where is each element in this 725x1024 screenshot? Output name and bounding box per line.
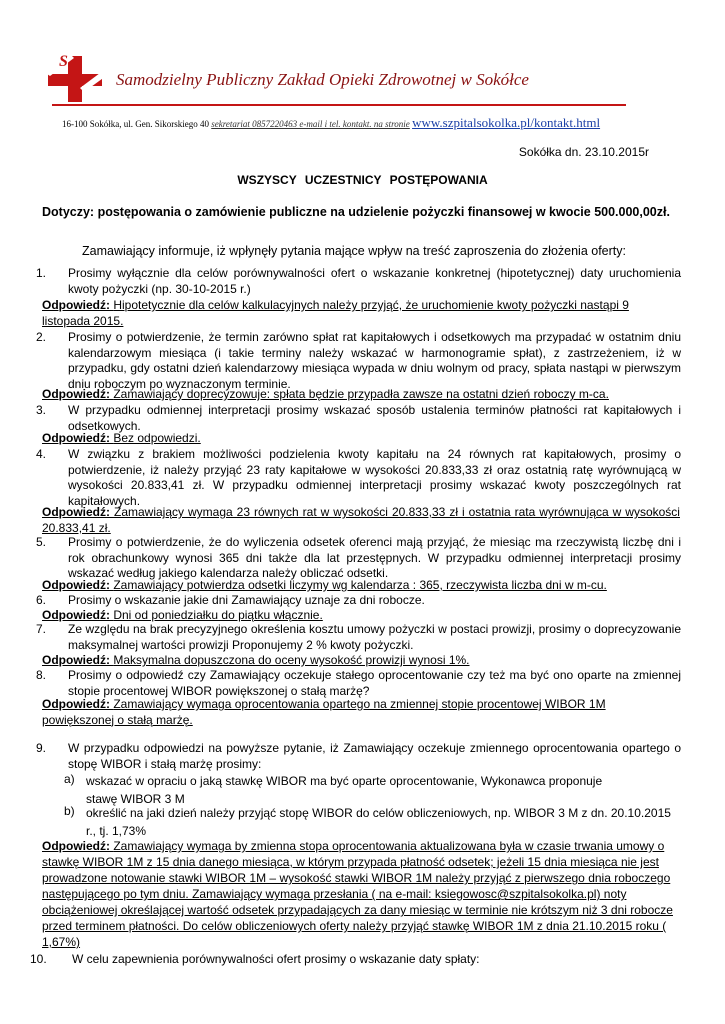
answer-label: Odpowiedź: [42, 608, 110, 622]
sub-item-b [64, 804, 684, 840]
question-text: Ze względu na brak precyzyjnego określenia kosztu umowy pożyczki w postaci prowizji, prosimy o doprecyzowanie maksymalnej wartości prowizji Proponujemy 2 % kwoty pożyczki. [68, 622, 681, 652]
answer-label: Odpowiedź: [42, 505, 110, 519]
answer-text: Maksymalna dopuszczona do oceny wysokość prowizji wynosi 1%. [113, 653, 470, 667]
question-10 [30, 952, 681, 968]
contact-line [62, 115, 600, 131]
answer-label: Odpowiedź: [42, 431, 110, 445]
answer-text: Zamawiający potwierdza odsetki liczymy wg kalendarza : 365, rzeczywista liczba dni w m-cu. [113, 578, 607, 592]
sub-item-label: b) [64, 804, 75, 818]
sub-item-text: określić na jaki dzień należy przyjąć stopę WIBOR do celów obliczeniowych, np. WIBOR 3 M z dn. 20.10.2015 r., tj. 1,73% [86, 806, 671, 838]
answer-4 [42, 505, 680, 536]
answer-label: Odpowiedź: [42, 578, 110, 592]
contact-note: sekretariat 0857220463 e-mail i tel. kontakt. na stronie [211, 119, 410, 129]
question-number: 2. [36, 330, 47, 344]
question-number: 7. [36, 622, 47, 636]
question-text: W związku z brakiem możliwości podzielenia kwoty kapitału na 24 równych rat kapitałowych, prosimy o potwierdzenie, iż należy przyjąć 23 raty kapitałowe w wysokości 20.833,33 zł oraz ostatnią ratę wyrównującą w wysokości 20.833,41 zł. W przypadku odmiennej interpretacji prosimy wskazać kwoty poszczególnych rat kapitałowych. [68, 447, 681, 508]
sub-item-a [64, 772, 624, 808]
question-text: W przypadku odpowiedzi na powyższe pytanie, iż Zamawiający oczekuje zmiennego oprocentowania opartego o stopę WIBOR i stałą marżę prosimy: [68, 741, 681, 771]
institution-name: Samodzielny Publiczny Zakład Opieki Zdrowotnej w Sokółce [116, 70, 529, 89]
answer-text: Hipotetycznie dla celów kalkulacyjnych należy przyjąć, że uruchomienie kwoty pożyczki nastąpi 9 listopada 2015. [42, 298, 629, 328]
question-text: W przypadku odmiennej interpretacji prosimy wskazać sposób ustalenia terminów płatności rat kapitałowych i odsetkowych. [68, 403, 681, 433]
question-1 [36, 266, 681, 297]
hospital-logo [40, 44, 110, 104]
question-5 [36, 535, 681, 582]
question-9 [36, 741, 681, 772]
header-divider [52, 104, 626, 106]
address: 16-100 Sokółka, ul. Gen. Sikorskiego 40 [62, 119, 209, 129]
question-2 [36, 330, 681, 392]
website-link[interactable]: www.szpitalsokolka.pl/kontakt.html [412, 115, 601, 130]
answer-9 [42, 838, 680, 950]
question-text: Prosimy o odpowiedź czy Zamawiający oczekuje stałego oprocentowanie czy też ma być ono oparte na zmiennej stopie procentowej WIBOR powiększonej o stałą marżę? [68, 668, 681, 698]
question-number: 5. [36, 535, 47, 549]
question-4 [36, 447, 681, 509]
question-number: 6. [36, 593, 47, 607]
answer-label: Odpowiedź: [42, 298, 110, 312]
answer-text: Zamawiający doprecyzowuje: spłata będzie przypadła zawsze na ostatni dzień roboczy m-ca. [113, 387, 609, 401]
question-text: Prosimy o potwierdzenie, że termin zarówno spłat rat kapitałowych i odsetkowych ma przypadać w ostatnim dniu kalendarzowym miesiąca (i takie terminy należy wskazać w harmonogramie spłat), z zastrzeżeniem, iż w przypadku, gdy ostatni dzień kalendarzowy miesiąca wypada w dniu wolnym od pracy, spłata nastąpi w pierwszym dniu roboczym po wyznaczonym terminie. [68, 330, 681, 391]
sub-item-text: wskazać w opraciu o jaką stawkę WIBOR ma być oparte oprocentowanie, Wykonawca proponuje stawę WIBOR 3 M [86, 774, 603, 806]
intro-text: Zamawiający informuje, iż wpłynęły pytania mające wpływ na treść zaproszenia do złożenia oferty: [82, 244, 626, 258]
question-number: 8. [36, 668, 47, 682]
document-heading: WSZYSCY UCZESTNICY POSTĘPOWANIA [237, 173, 488, 187]
answer-label: Odpowiedź: [42, 697, 110, 711]
answer-text: Dni od poniedziałku do piątku włącznie. [113, 608, 323, 622]
answer-text: Bez odpowiedzi. [113, 431, 201, 445]
question-number: 3. [36, 403, 47, 417]
answer-5 [42, 578, 680, 594]
question-text: Prosimy o potwierdzenie, że do wyliczenia odsetek oferenci mają przyjąć, że miesiąc ma rzeczywistą liczbę dni i rok obrachunkowy wynosi 365 dni także dla lat przestępnych. W przypadku odmiennej interpretacji prosimy wskazać według jakiego kalendarza należy obliczać odsetki. [68, 535, 681, 581]
question-text: Prosimy o wskazanie jakie dni Zamawiający uznaje za dni robocze. [68, 593, 425, 607]
answer-3 [42, 431, 680, 447]
logo-letter: S [59, 53, 68, 70]
question-3 [36, 403, 681, 434]
answer-text: Zamawiający wymaga oprocentowania opartego na zmiennej stopie procentowej WIBOR 1M powiększonej o stałą marżę. [42, 697, 606, 727]
question-number: 4. [36, 447, 47, 461]
answer-label: Odpowiedź: [42, 653, 110, 667]
answer-text: Zamawiający wymaga by zmienna stopa oprocentowania aktualizowana była w czasie trwania umowy o stawkę WIBOR 1M z 15 dnia danego miesiąca, w którym przypada płatność odsetek; jeżeli 15 dnia miesiąca nie jest prowadzone notowanie stawki WIBOR 1M – wysokość stawki WIBOR 1M należy przyjąć z pierwszego dnia roboczego następującego po tym dniu. Zamawiający wymaga przesłania ( na e-mail: ksiegowosc@szpitalsokolka.pl) noty obciążeniowej określającej wartość odsetek przypadających za dany miesiąc w terminie nie krótszym niż 3 dni robocze przed terminem płatności. Do celów obliczeniowych oferty należy przyjąć stawkę WIBOR 1M z dnia 21.10.2015 roku ( 1,67%) [42, 839, 673, 949]
answer-1 [42, 298, 680, 329]
answer-7 [42, 653, 680, 669]
answer-label: Odpowiedź: [42, 387, 110, 401]
answer-2 [42, 387, 680, 403]
question-6 [36, 593, 681, 609]
sub-item-label: a) [64, 772, 75, 786]
question-7 [36, 622, 681, 653]
answer-label: Odpowiedź: [42, 839, 110, 853]
question-number: 10. [30, 952, 47, 966]
answer-text: Zamawiający wymaga 23 równych rat w wysokości 20.833,33 zł i ostatnia rata wyrównująca w wysokości 20.833,41 zł. [42, 505, 680, 535]
question-number: 9. [36, 741, 47, 755]
question-text: W celu zapewnienia porównywalności ofert prosimy o wskazanie daty spłaty: [72, 952, 480, 966]
question-number: 1. [36, 266, 47, 280]
document-date: Sokółka dn. 23.10.2015r [518, 145, 649, 159]
question-8 [36, 668, 681, 699]
question-text: Prosimy wyłącznie dla celów porównywalności ofert o wskazanie konkretnej (hipotetycznej) daty uruchomienia kwoty pożyczki (np. 30-10-2015 r.) [68, 266, 681, 296]
subject-line: Dotyczy: postępowania o zamówienie publiczne na udzielenie pożyczki finansowej w kwocie 500.000,00zł. [42, 205, 670, 219]
answer-8 [42, 697, 632, 728]
